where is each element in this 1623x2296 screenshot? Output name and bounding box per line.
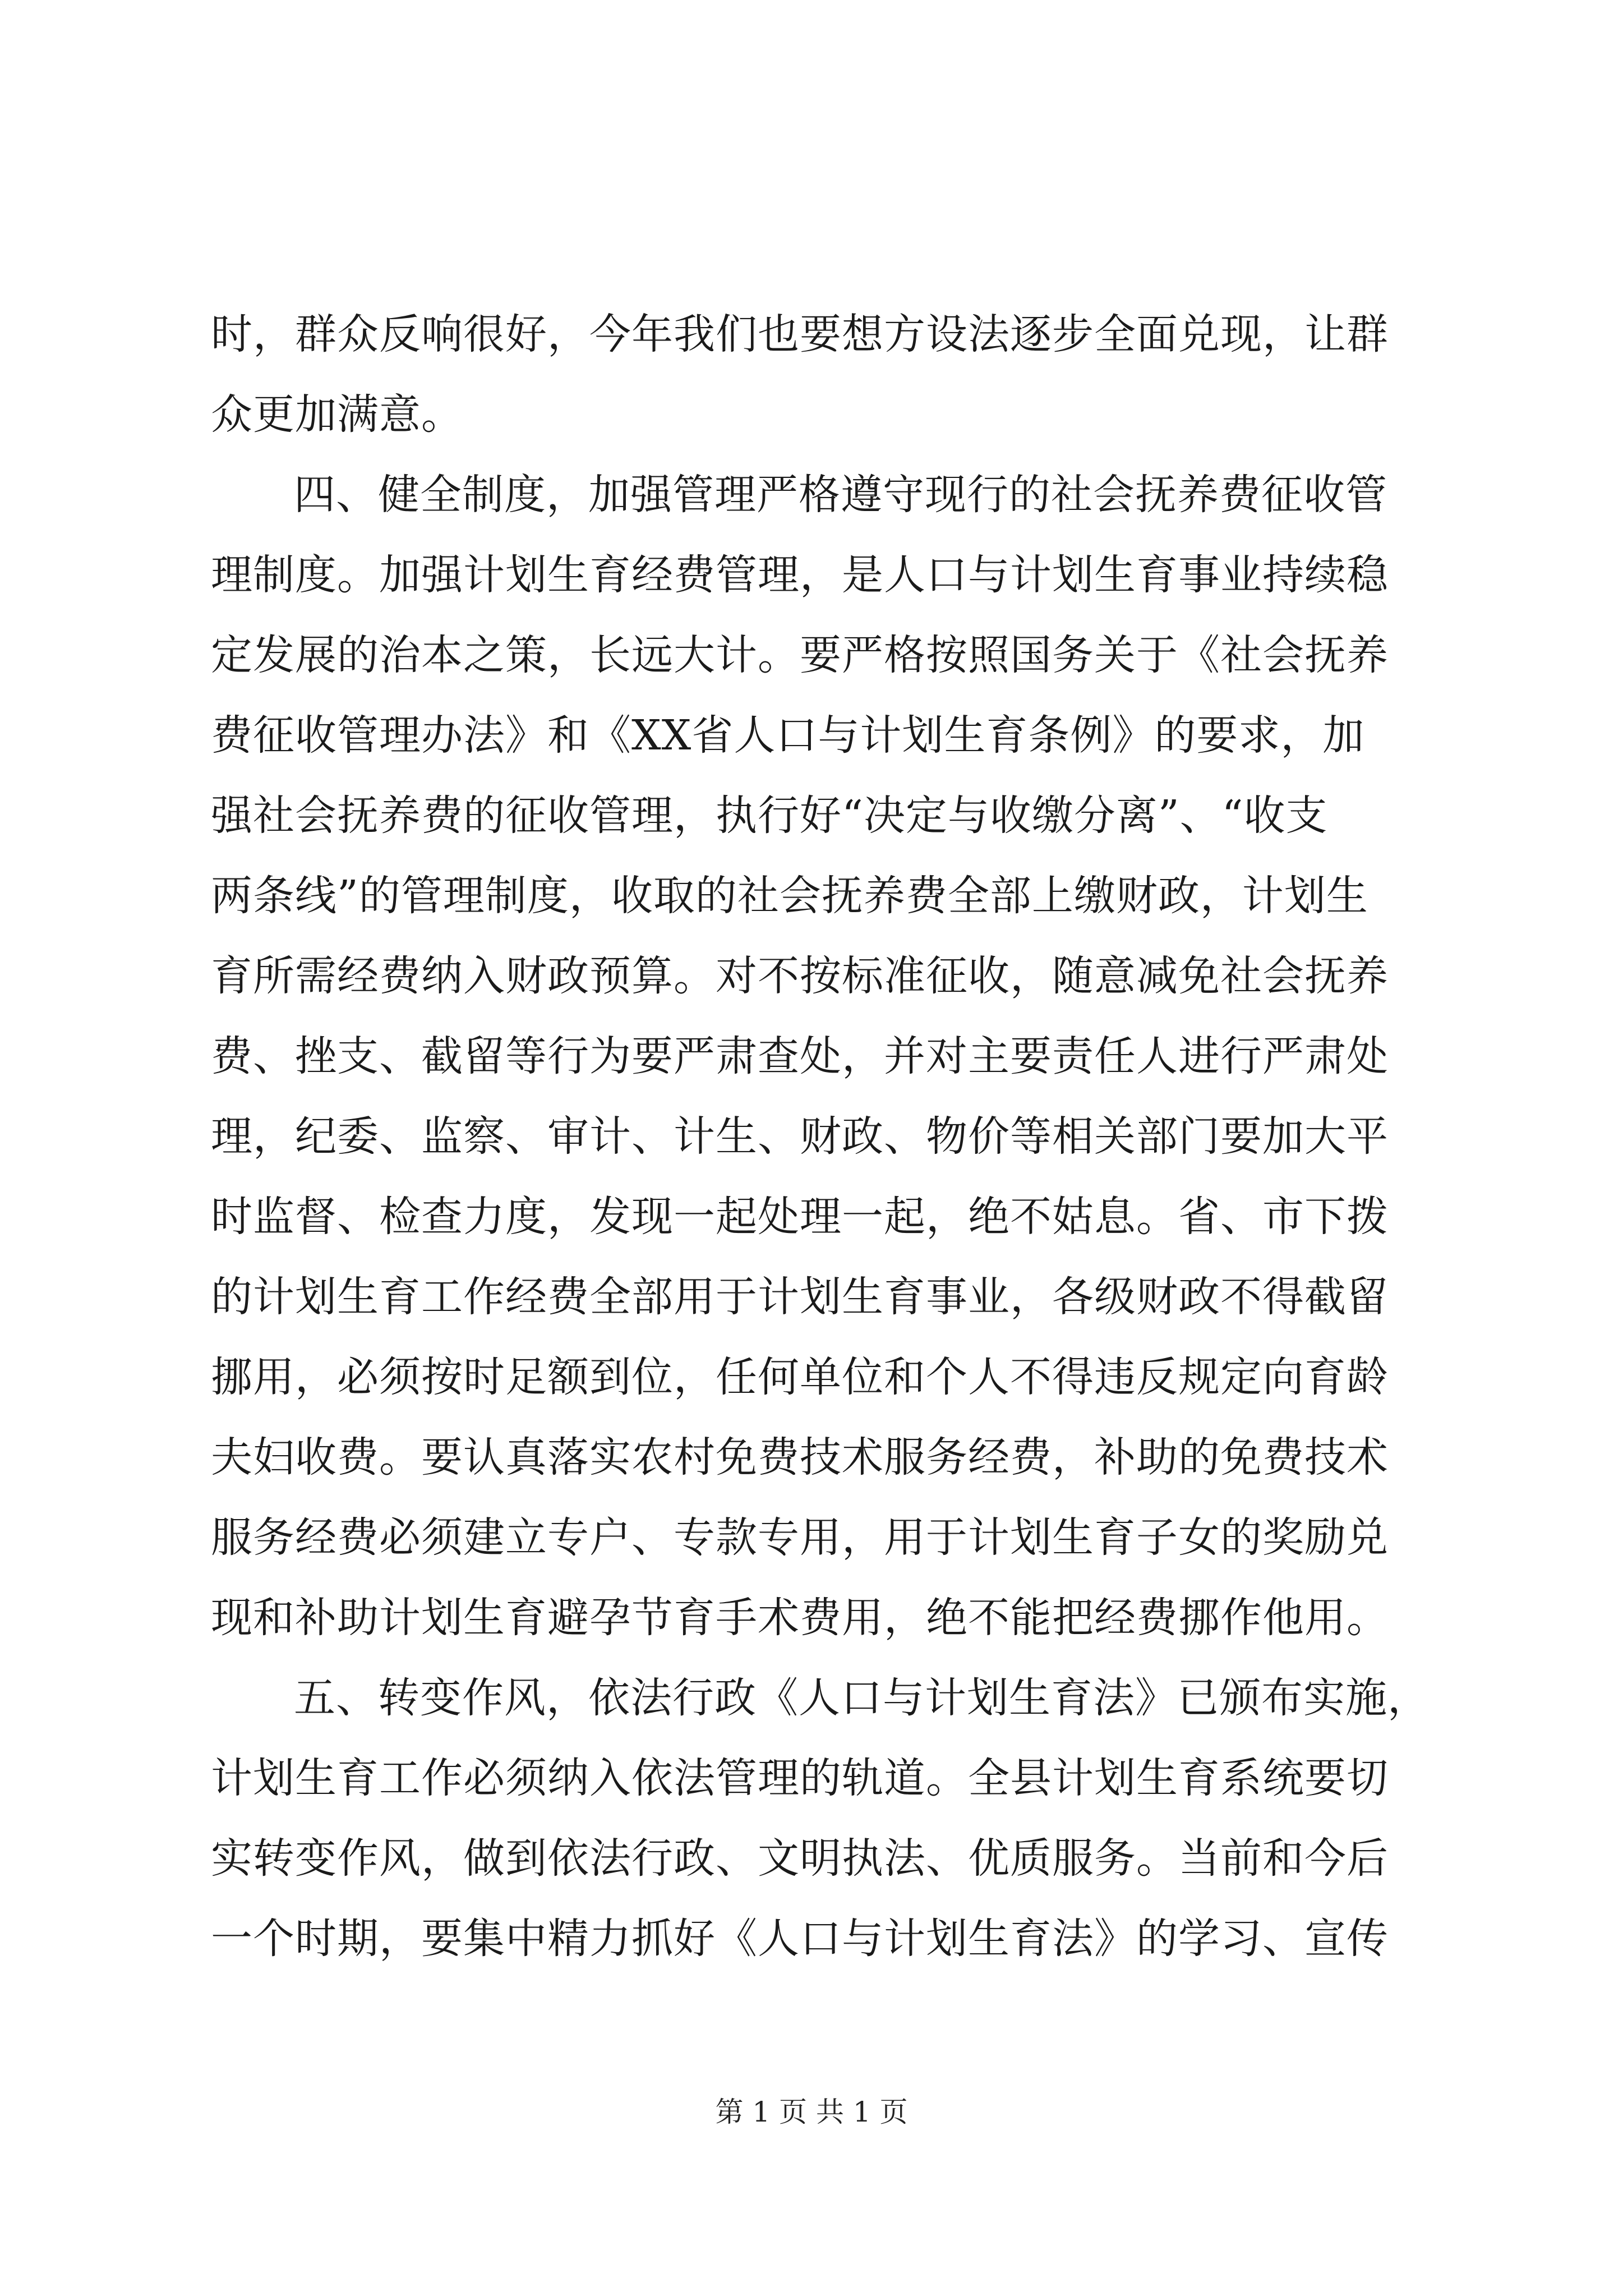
paragraph-line: 强社会抚养费的征收管理，执行好“决定与收缴分离”、“收支 (211, 792, 1328, 840)
paragraph-line: 现和补助计划生育避孕节育手术费用，绝不能把经费挪作他用。 (211, 1594, 1389, 1642)
paragraph-line: 费、挫支、截留等行为要严肃查处，并对主要责任人进行严肃处 (211, 1032, 1389, 1080)
paragraph-line: 挪用，必须按时足额到位，任何单位和个人不得违反规定向育龄 (211, 1353, 1389, 1401)
paragraph-line: 育所需经费纳入财政预算。对不按标准征收，随意减免社会抚养 (211, 952, 1389, 1000)
paragraph-line: 时监督、检查力度，发现一起处理一起，绝不姑息。省、市下拨 (211, 1193, 1389, 1241)
paragraph-line: 计划生育工作必须纳入依法管理的轨道。全县计划生育系统要切 (211, 1754, 1389, 1802)
page-number-footer: 第 1 页 共 1 页 (715, 2096, 908, 2128)
paragraph-line: 定发展的治本之策，长远大计。要严格按照国务关于《社会抚养 (211, 631, 1389, 679)
section-heading-line: 五、转变作风，依法行政《人口与计划生育法》已颁布实施， (294, 1674, 1430, 1722)
paragraph-line: 时，群众反响很好，今年我们也要想方设法逐步全面兑现，让群 (211, 310, 1389, 358)
paragraph-line: 一个时期，要集中精力抓好《人口与计划生育法》的学习、宣传 (211, 1915, 1389, 1963)
paragraph-line: 理制度。加强计划生育经费管理，是人口与计划生育事业持续稳 (211, 551, 1389, 599)
paragraph-line: 理，纪委、监察、审计、计生、财政、物价等相关部门要加大平 (211, 1112, 1389, 1161)
paragraph-line: 费征收管理办法》和《XX省人口与计划生育条例》的要求，加 (211, 711, 1365, 760)
paragraph-line: 的计划生育工作经费全部用于计划生育事业，各级财政不得截留 (211, 1273, 1389, 1321)
paragraph-line: 两条线”的管理制度，收取的社会抚养费全部上缴财政，计划生 (211, 872, 1368, 920)
paragraph-line: 众更加满意。 (211, 390, 463, 439)
section-heading-line: 四、健全制度，加强管理严格遵守现行的社会抚养费征收管 (294, 471, 1387, 519)
paragraph-line: 夫妇收费。要认真落实农村免费技术服务经费，补助的免费技术 (211, 1433, 1389, 1481)
paragraph-line: 服务经费必须建立专户、专款专用，用于计划生育子女的奖励兑 (211, 1513, 1389, 1562)
paragraph-line: 实转变作风，做到依法行政、文明执法、优质服务。当前和今后 (211, 1834, 1389, 1883)
